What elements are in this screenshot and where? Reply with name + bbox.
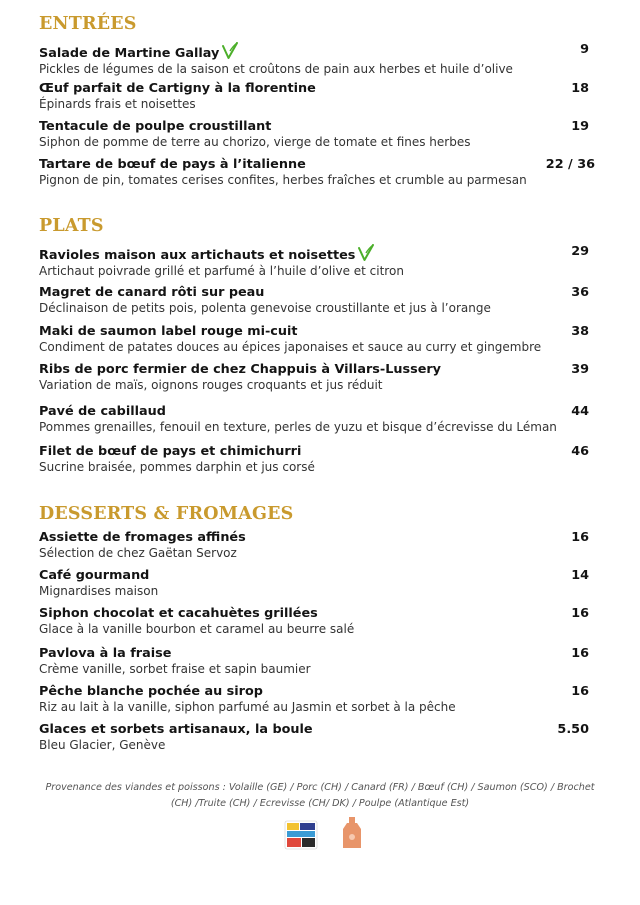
menu-item bbox=[39, 362, 599, 393]
item-name: Glaces et sorbets artisanaux, la boule bbox=[39, 722, 313, 737]
item-name: Magret de canard rôti sur peau bbox=[39, 285, 265, 300]
item-price: 44 bbox=[571, 404, 589, 419]
menu-item bbox=[39, 81, 599, 112]
item-description: Siphon de pomme de terre au chorizo, vierge de tomate et fines herbes bbox=[39, 135, 471, 149]
item-price: 36 bbox=[571, 285, 589, 300]
item-description: Variation de maïs, oignons rouges croquants et jus réduit bbox=[39, 378, 383, 392]
section-title-desserts: DESSERTS & FROMAGES bbox=[39, 504, 294, 524]
item-name: Café gourmand bbox=[39, 568, 150, 583]
item-price: 22 / 36 bbox=[545, 157, 595, 172]
item-name-row bbox=[39, 42, 599, 62]
item-price: 16 bbox=[571, 684, 589, 699]
section-title-plats: PLATS bbox=[39, 216, 104, 236]
menu-item bbox=[39, 684, 599, 715]
menu-item bbox=[39, 157, 599, 188]
item-price: 16 bbox=[571, 606, 589, 621]
item-description: Bleu Glacier, Genève bbox=[39, 738, 166, 752]
item-description: Pignon de pin, tomates cerises confites, herbes fraîches et crumble au parmesan bbox=[39, 173, 527, 187]
item-name: Pavé de cabillaud bbox=[39, 404, 166, 419]
item-price: 38 bbox=[571, 324, 589, 339]
menu-item bbox=[39, 244, 599, 279]
item-description: Glace à la vanille bourbon et caramel au beurre salé bbox=[39, 622, 355, 636]
regional-label-logo bbox=[284, 820, 318, 850]
vegetarian-icon bbox=[221, 42, 239, 60]
item-description: Pommes grenailles, fenouil en texture, perles de yuzu et bisque d’écrevisse du Léman bbox=[39, 420, 557, 434]
item-price: 14 bbox=[571, 568, 589, 583]
menu-item bbox=[39, 530, 599, 561]
item-description: Déclinaison de petits pois, polenta genevoise croustillante et jus à l’orange bbox=[39, 301, 491, 315]
item-price: 39 bbox=[571, 362, 589, 377]
item-description: Épinards frais et noisettes bbox=[39, 97, 196, 111]
menu-item bbox=[39, 119, 599, 150]
menu-item bbox=[39, 404, 599, 435]
section-title-entrees: ENTRÉES bbox=[39, 14, 137, 34]
item-name: Ravioles maison aux artichauts et noisettes bbox=[39, 248, 356, 263]
item-name: Œuf parfait de Cartigny à la florentine bbox=[39, 81, 316, 96]
provenance-note bbox=[30, 780, 610, 812]
item-name-row bbox=[39, 244, 599, 264]
bottle-logo bbox=[341, 816, 363, 850]
menu-item bbox=[39, 646, 599, 677]
item-price: 16 bbox=[571, 530, 589, 545]
item-price: 19 bbox=[571, 119, 589, 134]
menu-item bbox=[39, 444, 599, 475]
item-name: Siphon chocolat et cacahuètes grillées bbox=[39, 606, 318, 621]
item-description: Sélection de chez Gaëtan Servoz bbox=[39, 546, 237, 560]
menu-item bbox=[39, 606, 599, 637]
item-description: Artichaut poivrade grillé et parfumé à l’huile d’olive et citron bbox=[39, 264, 404, 278]
item-name: Filet de bœuf de pays et chimichurri bbox=[39, 444, 302, 459]
vegetarian-icon bbox=[357, 244, 375, 262]
provenance-line-2: (CH) /Truite (CH) / Ecrevisse (CH/ DK) / Poulpe (Atlantique Est) bbox=[170, 798, 470, 809]
item-price: 16 bbox=[571, 646, 589, 661]
menu-item bbox=[39, 285, 599, 316]
item-price: 29 bbox=[571, 244, 589, 259]
item-description: Riz au lait à la vanille, siphon parfumé au Jasmin et sorbet à la pêche bbox=[39, 700, 456, 714]
menu-item bbox=[39, 42, 599, 77]
item-name: Pavlova à la fraise bbox=[39, 646, 172, 661]
item-description: Mignardises maison bbox=[39, 584, 159, 598]
item-name: Ribs de porc fermier de chez Chappuis à Villars-Lussery bbox=[39, 362, 442, 377]
item-name: Tartare de bœuf de pays à l’italienne bbox=[39, 157, 306, 172]
item-price: 18 bbox=[571, 81, 589, 96]
item-price: 9 bbox=[580, 42, 589, 57]
item-price: 5.50 bbox=[557, 722, 589, 737]
item-description: Condiment de patates douces au épices japonaises et sauce au curry et gingembre bbox=[39, 340, 542, 354]
item-name: Maki de saumon label rouge mi-cuit bbox=[39, 324, 298, 339]
menu-item bbox=[39, 568, 599, 599]
item-name: Tentacule de poulpe croustillant bbox=[39, 119, 272, 134]
item-name: Salade de Martine Gallay bbox=[39, 46, 220, 61]
item-name: Assiette de fromages affinés bbox=[39, 530, 246, 545]
item-description: Pickles de légumes de la saison et croûtons de pain aux herbes et huile d’olive bbox=[39, 62, 513, 76]
provenance-line-1: Provenance des viandes et poissons : Volaille (GE) / Porc (CH) / Canard (FR) / Bœuf (CH) / Saumon (SCO) / Brochet bbox=[45, 782, 595, 793]
item-description: Sucrine braisée, pommes darphin et jus corsé bbox=[39, 460, 315, 474]
item-description: Crème vanille, sorbet fraise et sapin baumier bbox=[39, 662, 311, 676]
item-price: 46 bbox=[571, 444, 589, 459]
menu-item bbox=[39, 324, 599, 355]
item-name: Pêche blanche pochée au sirop bbox=[39, 684, 263, 699]
menu-item bbox=[39, 722, 599, 753]
